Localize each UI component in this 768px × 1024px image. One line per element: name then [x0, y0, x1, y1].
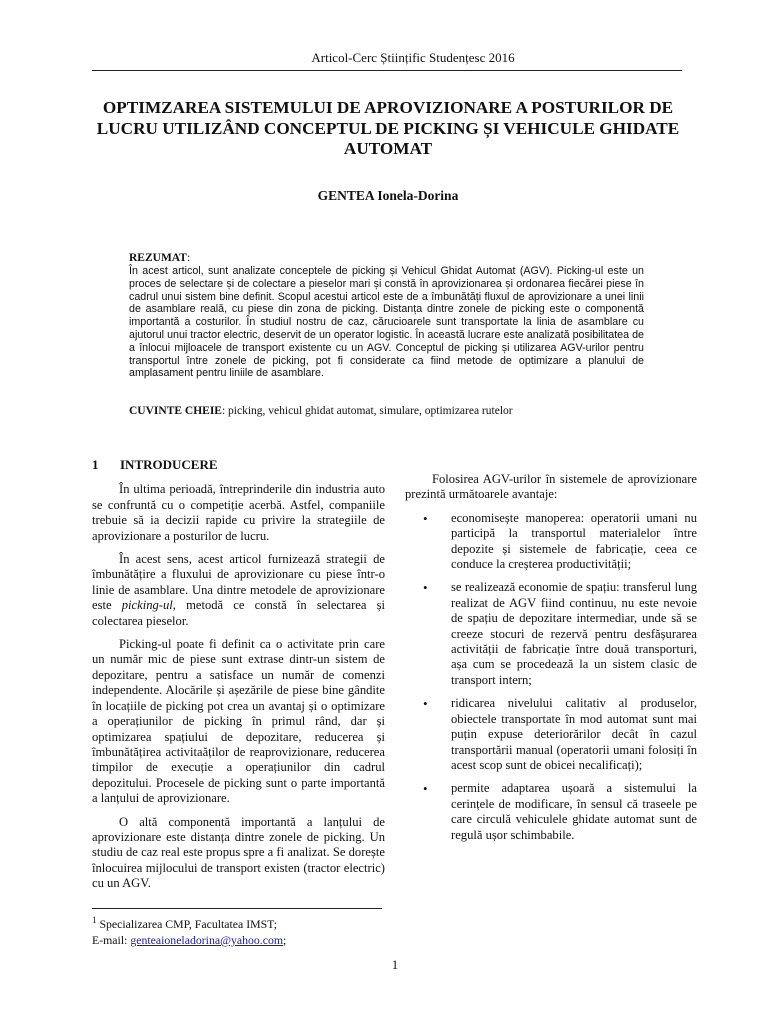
- email-link[interactable]: genteaioneladorina@yahoo.com: [130, 932, 284, 947]
- advantages-list: [405, 511, 697, 843]
- section-title: INTRODUCERE: [120, 457, 218, 472]
- list-item-text: permite adaptarea ușoară a sistemului la cerințele de modificare, în sensul că traseele pe care circulă vehiculele ghidate automat sunt de regulă ușor schimbabile.: [451, 781, 697, 842]
- footnote: [92, 912, 412, 948]
- page-number: 1: [391, 958, 399, 972]
- list-item-text: economisește manoperea: operatorii umani nu participă la transportul materialelor între depozite și sistemele de fabricație, ceea ce conduce la creșterea productivității;: [451, 510, 697, 572]
- list-item: [405, 580, 697, 688]
- advantages-intro: Folosirea AGV-urilor în sistemele de aprovizionare prezintă următoarele avantaje:: [405, 472, 697, 502]
- list-item: [405, 511, 697, 573]
- author-name: GENTEA Ionela-Dorina: [317, 188, 459, 203]
- picking-emphasis: picking-ul,: [121, 598, 176, 613]
- keywords-label: CUVINTE CHEIE: [129, 405, 222, 417]
- left-column: [92, 457, 385, 900]
- abstract-colon: :: [186, 252, 191, 264]
- bullet-icon: •: [423, 580, 428, 596]
- header-rule: [92, 70, 682, 71]
- abstract-label: REZUMAT: [129, 252, 187, 264]
- list-item: [405, 781, 697, 843]
- section-number: 1: [92, 457, 99, 472]
- abstract-text: În acest articol, sunt analizate conceptele de picking și Vehicul Ghidat Automat (AGV). Picking-ul este un proces de selectare și de colectare a pieselor mari și constă în aprovizionarea și ordonarea fiecărei piese în cadrul unui sistem bine definit. Scopul acestui articol este de a îmbunătăți fluxul de aprovizionare a unei linii de asamblare reală, cu piese din zona de picking. Distanța dintre zonele de picking este o componentă importantă a costurilor. În studiul nostru de caz, cărucioarele sunt transportate la linia de asamblare cu ajutorul unui tractor electric, deservit de un operator logistic. În această lucrare este analizată posibilitatea de a înlocui mijloacele de transport existente cu un AGV. Conceptul de picking și utilizarea AGV-urilor pentru transportul între zonele de picking, pot fi considerate ca fiind metode de optimizare a planului de amplasament pentru liniile de asamblare.: [129, 265, 644, 380]
- list-item-text: se realizează economie de spațiu: transferul lung realizat de AGV fiind continuu, nu este nevoie de spațiu de depozitare intermediar, unde să se creeze stocuri de rezervă pentru desfășurarea activității de fabricație între două transporturi, așa cum se procedează la un sistem clasic de transport intern;: [451, 580, 697, 687]
- footnote-affiliation-text: Specializarea CMP, Facultatea IMST;: [96, 916, 278, 931]
- footnote-affiliation: [92, 912, 412, 932]
- intro-paragraph-2-start: În acest sens, acest articol furnizează strategii de îmbunătățire a fluxului de aprovizionare cu piese într-o linie de asamblare. Una dintre metodele de aprovizionare este: [92, 552, 385, 613]
- footnote-marker: 1: [92, 915, 97, 925]
- abstract-label-line: [129, 251, 644, 265]
- paper-title: OPTIMZAREA SISTEMULUI DE APROVIZIONARE A POSTURILOR DE LUCRU UTILIZÂND CONCEPTUL DE PICKING ȘI VEHICULE GHIDATE AUTOMAT: [96, 98, 680, 158]
- bullet-icon: •: [423, 510, 428, 526]
- intro-paragraph-1: În ultima perioadă, întreprinderile din industria auto se confruntă cu o competiție acerbă. Astfel, companiile trebuie să ia decizii rapide cu privire la strategiile de aprovizionare a posturilor de lucru.: [92, 482, 385, 543]
- keywords-text: : picking, vehicul ghidat automat, simulare, optimizarea rutelor: [221, 405, 513, 417]
- bullet-icon: •: [423, 781, 428, 797]
- list-item: [405, 696, 697, 773]
- bullet-icon: •: [423, 696, 428, 712]
- footnote-rule: [92, 908, 382, 909]
- intro-paragraph-2: [92, 552, 385, 629]
- intro-paragraph-4: O altă componentă importantă a lanțului de aprovizionare este distanța dintre zonele de picking. Un studiu de caz real este propus spre a fi analizat. Se dorește înlocuirea mijlocului de transport existen (tractor electric) cu un AGV.: [92, 814, 385, 891]
- email-label: E-mail:: [92, 932, 131, 947]
- abstract-block: [129, 251, 644, 380]
- intro-paragraph-3: Picking-ul poate fi definit ca o activitate prin care un număr mic de piese sunt extrase dintr-un sistem de depozitare, pentru a satisface un număr de comenzi independente. Alocările și așezările de piese bine gândite în locațiile de picking pot crea un avantaj și o optimizare a operațiunilor de picking în primul rând, dar și optimizarea spațiului de depozitare, reducerea și îmbunătățirea activitaăților de reaprovizionare, reducerea timpilor de execuție a operațiunilor din cadrul depozitului. Procesele de picking sunt o parte importantă a lanțului de aprovizionare.: [92, 637, 385, 806]
- section-heading: [92, 457, 385, 472]
- list-item-text: ridicarea nivelului calitativ al produselor, obiectele transportate în mod automat sunt mai puțin expuse deteriorărilor decât în cazul transportării manual (operatorii umani folosiți în acest scop sunt de obicei necalificați);: [451, 696, 697, 772]
- journal-header: Articol-Cerc Științific Studențesc 2016: [311, 50, 515, 65]
- intro-paragraph-2-end: metodă ce constă în selectarea și colectarea pieselor.: [92, 598, 385, 628]
- email-suffix: ;: [283, 932, 287, 947]
- right-column: [405, 472, 697, 851]
- keywords-line: [129, 404, 649, 418]
- footnote-email-line: [92, 932, 412, 948]
